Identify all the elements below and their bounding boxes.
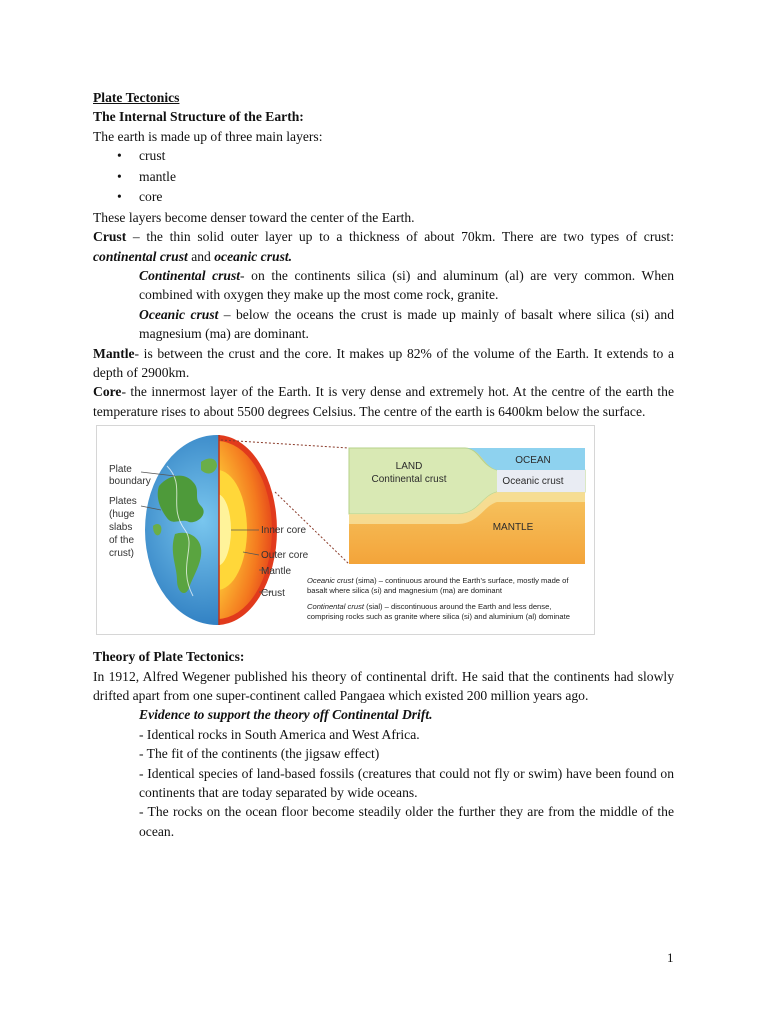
label-mantle: Mantle (261, 566, 292, 578)
label-oceanic-crust: Oceanic crust (502, 476, 564, 488)
caption-continental-line1 (307, 602, 551, 611)
label-continental-crust: Continental crust (371, 474, 447, 486)
caption-continental-term: Continental crust (307, 602, 364, 612)
crust-type-continental: continental crust (93, 248, 188, 264)
caption-continental-line2: comprising rocks such as granite where silica (si) and aluminium (al) dominate (307, 612, 570, 622)
label-crust-paren: crust) (109, 548, 134, 560)
crust-type-oceanic: oceanic crust. (214, 248, 293, 264)
core-term: Core (93, 384, 122, 400)
page-number: 1 (667, 950, 674, 965)
label-huge: (huge (109, 509, 135, 521)
earth-structure-diagram (97, 426, 594, 634)
oceanic-crust-text: – below the oceans the crust is made up mainly of basalt where silica (si) and magnesium (ma) are dominant. (139, 306, 674, 342)
label-of-the: of the (109, 535, 135, 547)
oceanic-crust-paragraph (93, 305, 674, 344)
crust-term: Crust (93, 229, 127, 245)
continental-crust-paragraph (93, 266, 674, 305)
continental-crust-term: Continental crust (139, 267, 241, 283)
core-paragraph (93, 382, 674, 421)
list-item: • mantle (93, 167, 674, 188)
list-item: • crust (93, 146, 674, 167)
list-item: • core (93, 187, 674, 208)
intro-paragraph: The earth is made up of three main layers: (93, 128, 323, 144)
label-plates: Plates (109, 496, 137, 508)
denser-paragraph: These layers become denser toward the center of the Earth. (93, 209, 415, 225)
list-item: - The fit of the continents (the jigsaw effect) (139, 746, 380, 762)
caption-oceanic-text: (sima) – continuous around the Earth's surface, mostly made of (353, 576, 569, 586)
label-land: LAND (395, 461, 423, 473)
label-plate: Plate (109, 464, 132, 476)
caption-continental-text: (sial) – discontinuous around the Earth and less dense, (363, 602, 552, 612)
crust-text: – the thin solid outer layer up to a thickness of about 70km. There are two types of crust: (126, 229, 674, 245)
label-crust: Crust (261, 588, 285, 600)
label-outer-core: Outer core (261, 550, 309, 562)
theory-paragraph: In 1912, Alfred Wegener published his theory of continental drift. He said that the continents had slowly drifted apart from one super-continent called Pangaea which existed 200 million years ago. (93, 668, 674, 703)
caption-oceanic-line1 (307, 576, 569, 585)
figure-captions (307, 576, 570, 621)
label-boundary: boundary (109, 476, 151, 488)
caption-oceanic-line2: basalt where silica (si) and magnesium (ma) are dominant (307, 586, 502, 596)
earth-structure-figure (96, 425, 595, 635)
label-mantle-caps: MANTLE (492, 522, 534, 534)
left-labels (109, 464, 151, 559)
oceanic-crust-term: Oceanic crust (139, 306, 219, 322)
crust-paragraph (93, 227, 674, 266)
continental-crust-text: - on the continents silica (si) and aluminum (al) are very common. When combined with oxygen they make up the most come rock, granite. (139, 267, 674, 303)
list-item: - Identical species of land-based fossils (creatures that could not fly or swim) have been found on continents that are today separated by wide oceans. (139, 765, 674, 801)
label-ocean: OCEAN (515, 455, 551, 467)
section-heading-structure: The Internal Structure of the Earth: (93, 109, 304, 125)
layers-list (93, 146, 674, 208)
list-item: - The rocks on the ocean floor become steadily older the further they are from the middle of the ocean. (139, 804, 674, 839)
caption-oceanic-term: Oceanic crust (307, 576, 354, 586)
label-inner-core: Inner core (261, 525, 307, 537)
evidence-heading: Evidence to support the theory off Continental Drift. (139, 707, 433, 723)
list-item: - Identical rocks in South America and West Africa. (139, 726, 420, 742)
crust-and: and (187, 248, 215, 264)
document-page (93, 88, 674, 841)
mantle-text: - is between the crust and the core. It makes up 82% of the volume of the Earth. It extends to a depth of 2900km. (93, 345, 674, 380)
mantle-term: Mantle (93, 345, 135, 361)
core-text: - the innermost layer of the Earth. It is very dense and extremely hot. At the centre of the earth the temperature rises to about 5500 degrees Celsius. The centre of the earth is 6400km below the surface. (93, 384, 674, 419)
mantle-paragraph (93, 344, 674, 383)
document-title: Plate Tectonics (93, 90, 180, 105)
label-slabs: slabs (109, 522, 133, 534)
section-heading-theory: Theory of Plate Tectonics: (93, 649, 245, 665)
